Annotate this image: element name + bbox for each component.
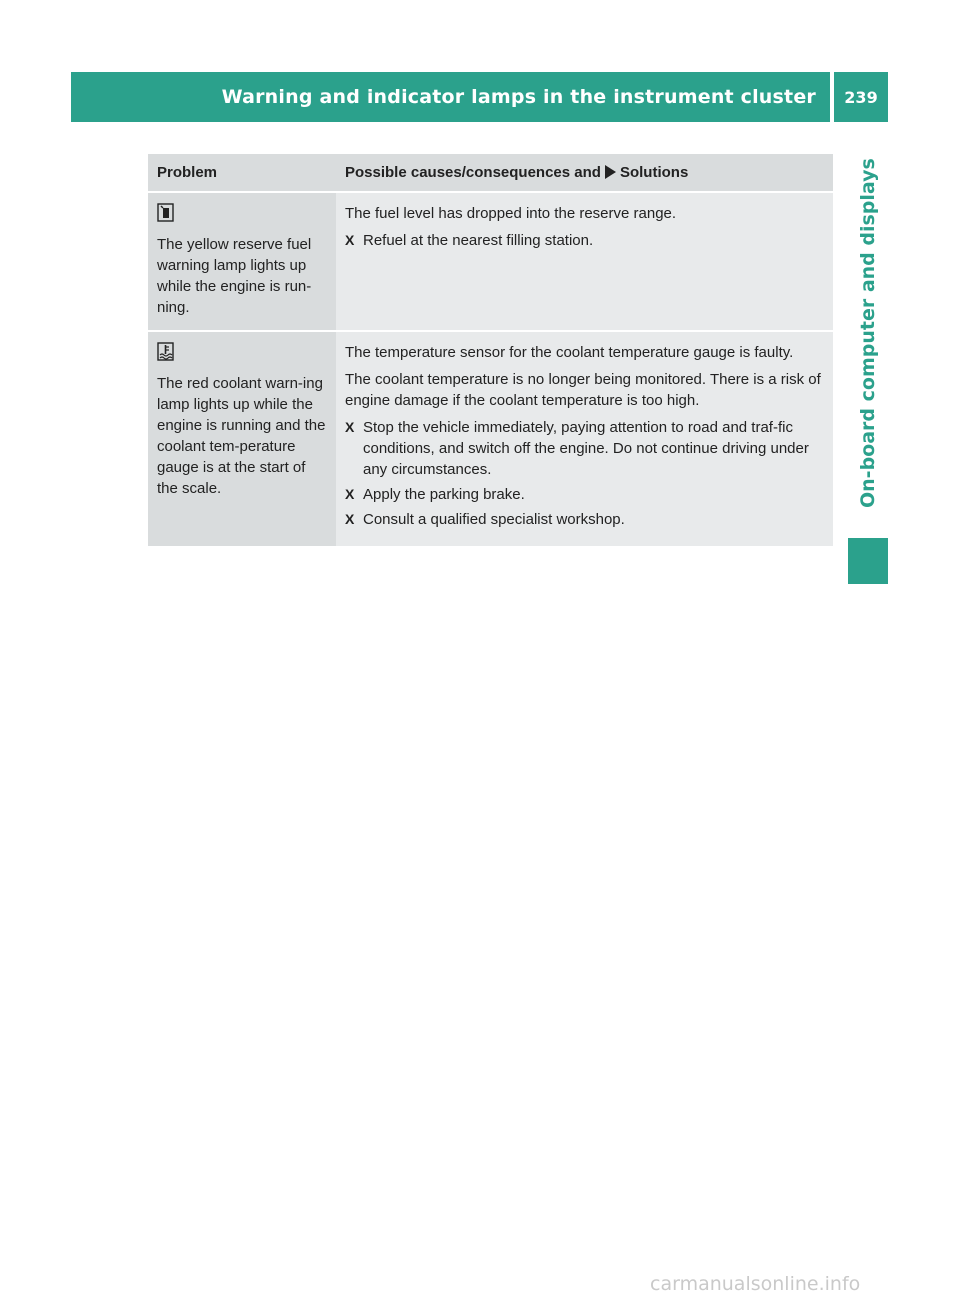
consequence-text: The coolant temperature is no longer being monitored. There is a risk of engine damage if the coolant temperature is too high. — [345, 371, 821, 409]
step-marker: X — [345, 232, 355, 248]
column-header-solutions-text: Possible causes/consequences and — [345, 164, 601, 181]
step-marker: X — [345, 419, 355, 435]
solution-step — [345, 230, 825, 251]
table-row — [148, 331, 833, 547]
table-header-row — [148, 154, 833, 192]
solution-step — [345, 509, 825, 530]
solution-cell — [336, 331, 833, 547]
chapter-tab-label: On-board computer and displays — [857, 158, 879, 508]
column-header-solutions — [336, 154, 833, 192]
warning-lamp-table — [148, 154, 833, 548]
page-header — [71, 72, 888, 122]
cause-text: The temperature sensor for the coolant temperature gauge is faulty. — [345, 344, 794, 361]
problem-cell — [148, 331, 336, 547]
step-marker: X — [345, 486, 355, 502]
step-text: Stop the vehicle immediately, paying attention to road and traf-fic conditions, and switch off the engine. Do not continue driving under any circumstances. — [363, 419, 809, 478]
step-text: Consult a qualified specialist workshop. — [363, 511, 625, 528]
watermark: carmanualsonline.info — [650, 1273, 861, 1295]
chapter-tab-marker — [848, 538, 888, 584]
solution-cell — [336, 192, 833, 331]
page-number: 239 — [844, 87, 878, 107]
play-triangle-icon — [605, 165, 616, 179]
column-header-solutions-label: Solutions — [619, 164, 689, 181]
step-text: Apply the parking brake. — [363, 486, 525, 503]
step-marker: X — [345, 511, 355, 527]
problem-cell — [148, 192, 336, 331]
column-header-problem: Problem — [148, 154, 336, 192]
solution-step — [345, 417, 825, 480]
coolant-temperature-icon — [157, 342, 328, 371]
table-row — [148, 192, 833, 331]
problem-text: The red coolant warn-ing lamp lights up while the engine is running and the coolant tem-perature gauge is at the start of the scale. — [157, 375, 326, 497]
problem-text: The yellow reserve fuel warning lamp lights up while the engine is run-ning. — [157, 236, 312, 316]
cause-text: The fuel level has dropped into the reserve range. — [345, 205, 677, 222]
step-text: Refuel at the nearest filling station. — [363, 232, 594, 249]
fuel-pump-icon — [157, 203, 328, 232]
solution-step — [345, 484, 825, 505]
section-title: Warning and indicator lamps in the instrument cluster — [221, 86, 816, 108]
